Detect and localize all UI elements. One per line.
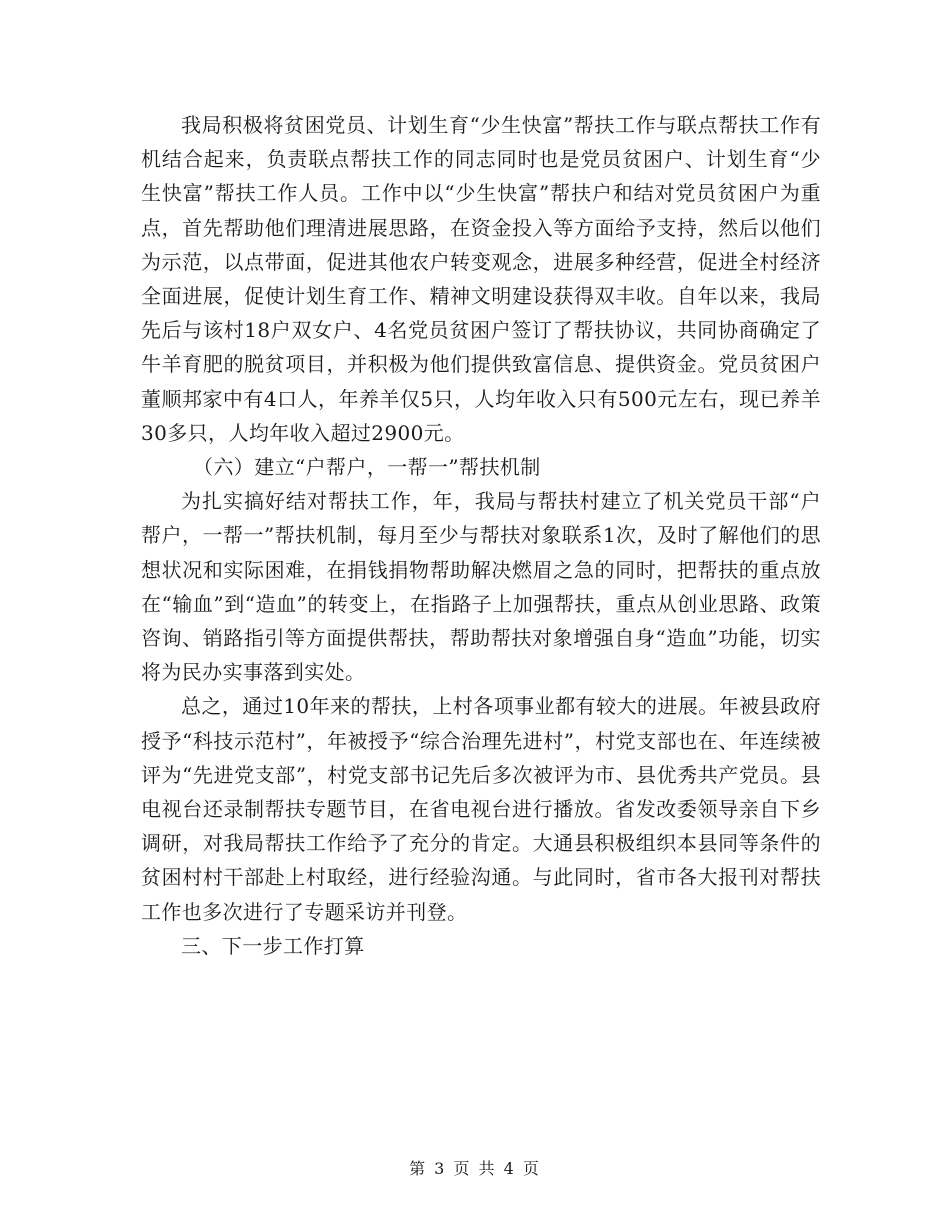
- document-body: [141, 108, 821, 963]
- paragraph-pairing-mechanism: 为扎实搞好结对帮扶工作，年，我局与帮扶村建立了机关党员干部“户帮户，一帮一”帮扶机制，每月至少与帮扶对象联系1次，及时了解他们的思想状况和实际困难，在捐钱捐物帮助解决燃眉之急的同时，把帮扶的重点放在“输血”到“造血”的转变上，在指路子上加强帮扶，重点从创业思路、政策咨询、销路指引等方面提供帮扶，帮助帮扶对象增强自身“造血”功能，切实将为民办实事落到实处。: [141, 489, 821, 685]
- section-heading-next-steps: 三、下一步工作打算: [181, 933, 365, 958]
- section-heading-six: （六）建立“户帮户，一帮一”帮扶机制: [193, 455, 541, 480]
- page-footer: 第 3 页 共 4 页: [409, 1159, 541, 1178]
- paragraph-summary: 总之，通过10年来的帮扶，上村各项事业都有较大的进展。年被县政府授予“科技示范村”，年被授予“综合治理先进村”，村党支部也在、年连续被评为“先进党支部”，村党支部书记先后多次被评为市、县优秀共产党员。县电视台还录制帮扶专题节目，在省电视台进行播放。省发改委领导亲自下乡调研，对我局帮扶工作给予了充分的肯定。大通县积极组织本县同等条件的贫困村村干部赴上村取经，进行经验沟通。与此同时，省市各大报刊对帮扶工作也多次进行了专题采访并刊登。: [141, 694, 821, 924]
- paragraph-joint-assistance: 我局积极将贫困党员、计划生育“少生快富”帮扶工作与联点帮扶工作有机结合起来，负责联点帮扶工作的同志同时也是党员贫困户、计划生育“少生快富”帮扶工作人员。工作中以“少生快富”帮扶户和结对党员贫困户为重点，首先帮助他们理清进展思路，在资金投入等方面给予支持，然后以他们为示范，以点带面，促进其他农户转变观念，进展多种经营，促进全村经济全面进展，促使计划生育工作、精神文明建设获得双丰收。自年以来，我局先后与该村18户双女户、4名党员贫困户签订了帮扶协议，共同协商确定了牛羊育肥的脱贫项目，并积极为他们提供致富信息、提供资金。党员贫困户董顺邦家中有4口人，年养羊仅5只，人均年收入只有500元左右，现已养羊30多只，人均年收入超过2900元。: [141, 113, 821, 445]
